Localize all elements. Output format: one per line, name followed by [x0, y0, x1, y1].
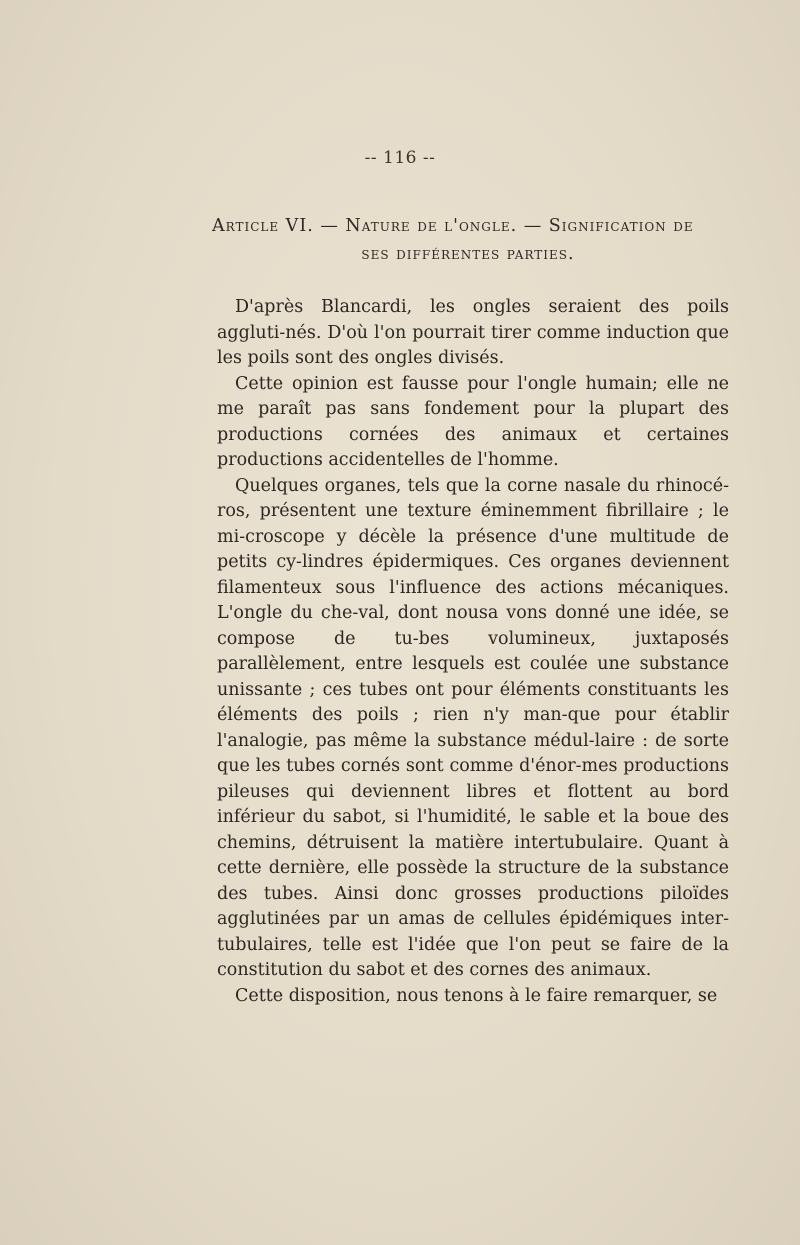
paragraph: Quelques organes, tels que la corne nasale du rhinocé-ros, présentent une texture éminemment fibrillaire ; le mi-croscope y décèle la présence d'une multitude de petits cy-lindres épidermiques. Ces organes deviennent filamenteux sous l'influence des actions mécaniques. L'ongle du che-val, dont nousa vons donné une idée, se compose de tu-bes volumineux, juxtaposés parallèlement, entre lesquels est coulée une substance unissante ; ces tubes ont pour éléments constituants les éléments des poils ; rien n'y man-que pour établir l'analogie, pas même la substance médul-laire : de sorte que les tubes cornés sont comme d'énor-mes productions pileuses qui deviennent libres et flottent au bord inférieur du sabot, si l'humidité, le sable et la boue des chemins, détruisent la matière intertubulaire. Quant à cette dernière, elle possède la structure de la substance des tubes. Ainsi donc grosses productions piloïdes agglutinées par un amas de cellules épidémiques inter-tubulaires, telle est l'idée que l'on peut se faire de la constitution du sabot et des cornes des animaux. [217, 475, 729, 980]
heading-line-1: Article VI. — Nature de l'ongle. — Signification de [212, 216, 694, 236]
article-heading [212, 212, 732, 268]
paragraph: Cette disposition, nous tenons à le faire remarquer, se [235, 985, 718, 1006]
body-text [217, 295, 729, 1009]
paragraph: D'après Blancardi, les ongles seraient des poils aggluti-nés. D'où l'on pourrait tirer comme induction que les poils sont des ongles divisés. [217, 297, 729, 368]
heading-line-2: ses différentes parties. [361, 244, 575, 264]
page-number: -- 116 -- [364, 148, 436, 168]
paragraph: Cette opinion est fausse pour l'ongle humain; elle ne me paraît pas sans fondement pour la plupart des productions cornées des animaux et certaines productions accidentelles de l'homme. [217, 373, 729, 470]
